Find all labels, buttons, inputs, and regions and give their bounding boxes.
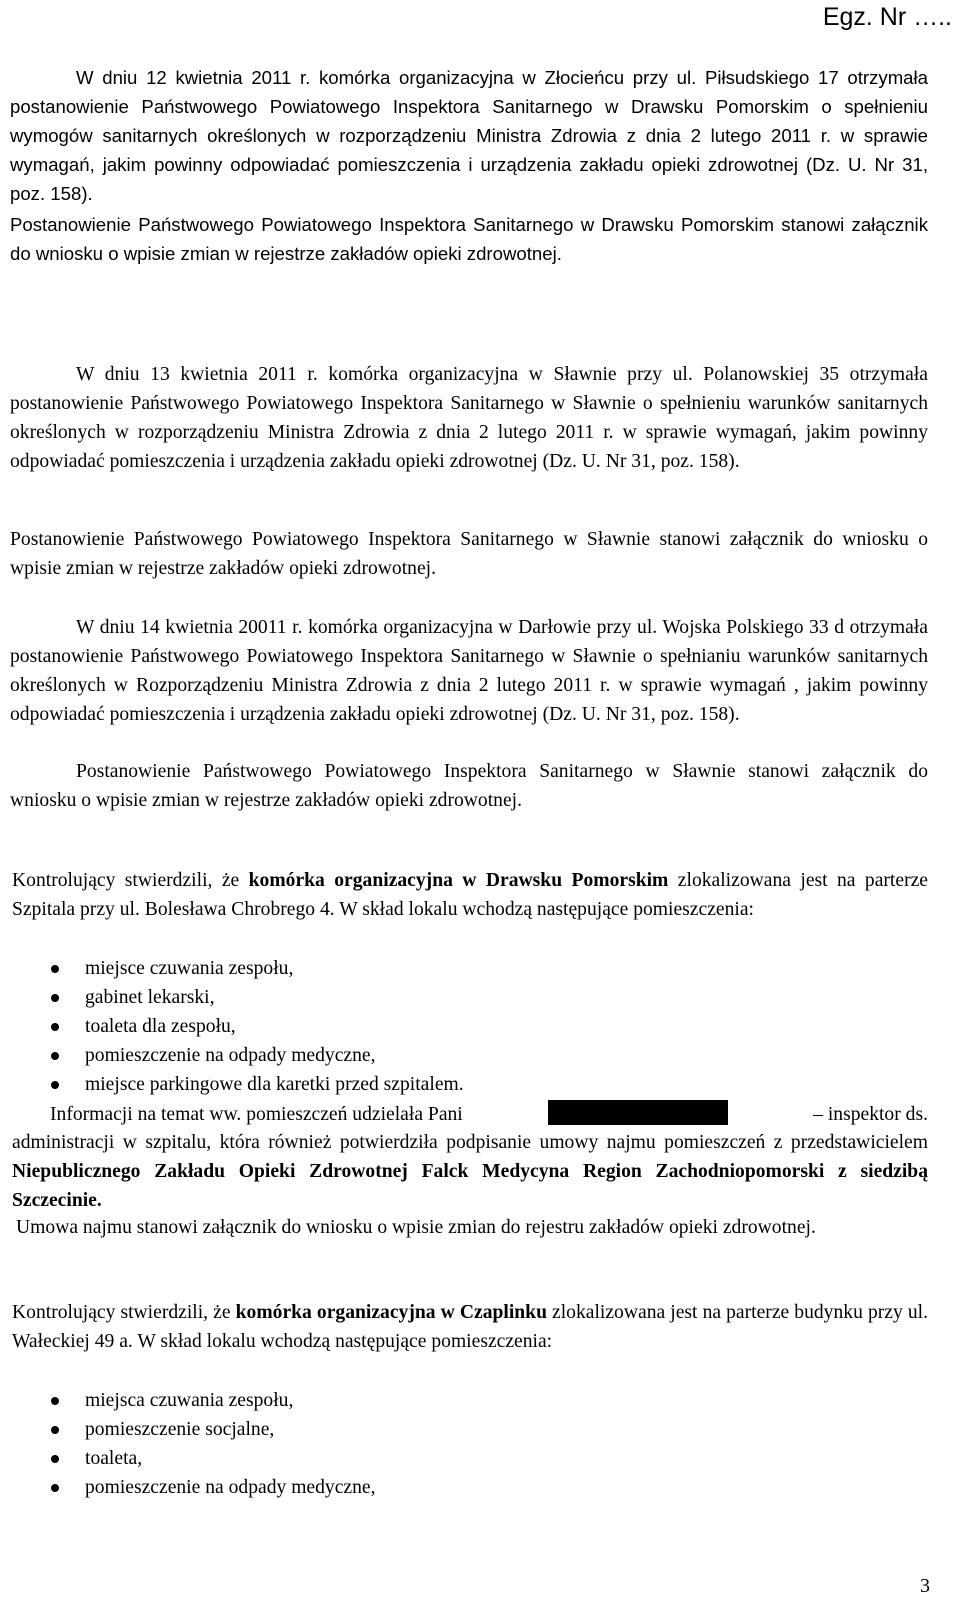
bullet-icon (51, 1484, 59, 1492)
bullet-icon (51, 1023, 59, 1031)
list-item: toaleta dla zespołu, (12, 1012, 928, 1041)
drawsko-lease-paragraph (12, 1213, 928, 1242)
bullet-icon (51, 1081, 59, 1089)
unit-name-bold: komórka organizacyjna w Drawsku Pomorskim (248, 870, 669, 891)
paragraph-slawno-attachment (10, 525, 928, 583)
paragraph-text: Umowa najmu stanowi załącznik do wniosku o wpisie zmian do rejestru zakładów opieki zdrowotnej. (16, 1217, 816, 1238)
intro-suffix: zlokalizowana jest na parterze Szpitala przy ul. Bolesława Chrobrego 4. W skład lokalu wchodzą następujące pomieszczenia: (12, 870, 928, 920)
drawsko-intro (12, 866, 928, 924)
paragraph-text: Postanowienie Państwowego Powiatowego Inspektora Sanitarnego w Drawsku Pomorskim stanowi załącznik do wniosku o wpisie zmian w rejestrze zakładów opieki zdrowotnej. (10, 214, 928, 264)
paragraph-text: W dniu 13 kwietnia 2011 r. komórka organizacyjna w Sławnie przy ul. Polanowskiej 35 otrzymała postanowienie Państwowego Powiatowego Inspektora Sanitarnego w Sławnie o spełnieniu warunków sanitarnych określonych w rozporządzeniu Ministra Zdrowia z dnia 2 lutego 2011 r. w sprawie wymagań, jakim powinny odpowiadać pomieszczenia i urządzenia zakładu opieki zdrowotnej (Dz. U. Nr 31, poz. 158). (10, 364, 928, 472)
list-item: miejsce czuwania zespołu, (12, 954, 928, 983)
admin-prefix: administracji w szpitalu, która również potwierdziła podpisanie umowy najmu pomieszczeń z przedstawicielem (12, 1132, 928, 1153)
paragraph-text: Postanowienie Państwowego Powiatowego Inspektora Sanitarnego w Sławnie stanowi załącznik do wniosku o wpisie zmian w rejestrze zakładów opieki zdrowotnej. (10, 761, 928, 811)
drawsko-admin-paragraph (12, 1128, 928, 1215)
bullet-icon (51, 965, 59, 973)
paragraph-darlowo-attachment (10, 757, 928, 815)
list-item: pomieszczenie na odpady medyczne, (12, 1041, 928, 1070)
paragraph-darlowo (10, 613, 928, 729)
paragraph-zlocieniec (10, 63, 928, 208)
paragraph-slawno (10, 360, 928, 476)
provider-name-bold: Niepublicznego Zakładu Opieki Zdrowotnej Falck Medycyna Region Zachodniopomorski z siedzibą Szczecinie. (12, 1161, 928, 1211)
czaplinek-intro (12, 1298, 928, 1356)
paragraph-text: Postanowienie Państwowego Powiatowego Inspektora Sanitarnego w Sławnie stanowi załącznik do wniosku o wpisie zmian w rejestrze zakładów opieki zdrowotnej. (10, 529, 928, 579)
intro-suffix: zlokalizowana jest na parterze budynku przy ul. Wałeckiej 49 a. W skład lokalu wchodzą następujące pomieszczenia: (12, 1302, 928, 1352)
list-item: pomieszczenie na odpady medyczne, (12, 1473, 928, 1502)
bullet-icon (51, 994, 59, 1002)
bullet-icon (51, 1426, 59, 1434)
copy-number-mark: Egz. Nr ….. (822, 3, 952, 31)
drawsko-info-line (12, 1100, 928, 1129)
paragraph-text: W dniu 12 kwietnia 2011 r. komórka organizacyjna w Złocieńcu przy ul. Piłsudskiego 17 otrzymała postanowienie Państwowego Powiatowego Inspektora Sanitarnego w Drawsku Pomorskim o spełnieniu wymogów sanitarnych określonych w rozporządzeniu Ministra Zdrowia z dnia 2 lutego 2011 r. w sprawie wymagań, jakim powinny odpowiadać pomieszczenia i urządzenia zakładu opieki zdrowotnej (Dz. U. Nr 31, poz. 158). (10, 67, 928, 204)
paragraph-zlocieniec-attachment (10, 210, 928, 268)
redacted-name-block (548, 1100, 728, 1125)
list-item: pomieszczenie socjalne, (12, 1415, 928, 1444)
czaplinek-rooms-list (12, 1386, 928, 1502)
intro-prefix: Kontrolujący stwierdzili, że (12, 870, 249, 891)
list-item: toaleta, (12, 1444, 928, 1473)
list-item: miejsce parkingowe dla karetki przed szpitalem. (12, 1070, 928, 1099)
list-item: gabinet lekarski, (12, 983, 928, 1012)
info-suffix: – inspektor ds. (813, 1104, 928, 1125)
bullet-icon (51, 1052, 59, 1060)
list-item: miejsca czuwania zespołu, (12, 1386, 928, 1415)
page-number: 3 (920, 1575, 930, 1597)
intro-prefix: Kontrolujący stwierdzili, że (12, 1302, 236, 1323)
paragraph-text: W dniu 14 kwietnia 20011 r. komórka organizacyjna w Darłowie przy ul. Wojska Polskiego 33 d otrzymała postanowienie Państwowego Powiatowego Inspektora Sanitarnego w Sławnie o spełnianiu warunków sanitarnych określonych w Rozporządzeniu Ministra Zdrowia z dnia 2 lutego 2011 r. w sprawie wymagań , jakim powinny odpowiadać pomieszczenia i urządzenia zakładu opieki zdrowotnej (Dz. U. Nr 31, poz. 158). (10, 617, 928, 725)
info-prefix: Informacji na temat ww. pomieszczeń udzielała Pani (50, 1104, 463, 1125)
drawsko-rooms-list (12, 954, 928, 1099)
bullet-icon (51, 1455, 59, 1463)
unit-name-bold: komórka organizacyjna w Czaplinku (235, 1302, 547, 1323)
bullet-icon (51, 1397, 59, 1405)
